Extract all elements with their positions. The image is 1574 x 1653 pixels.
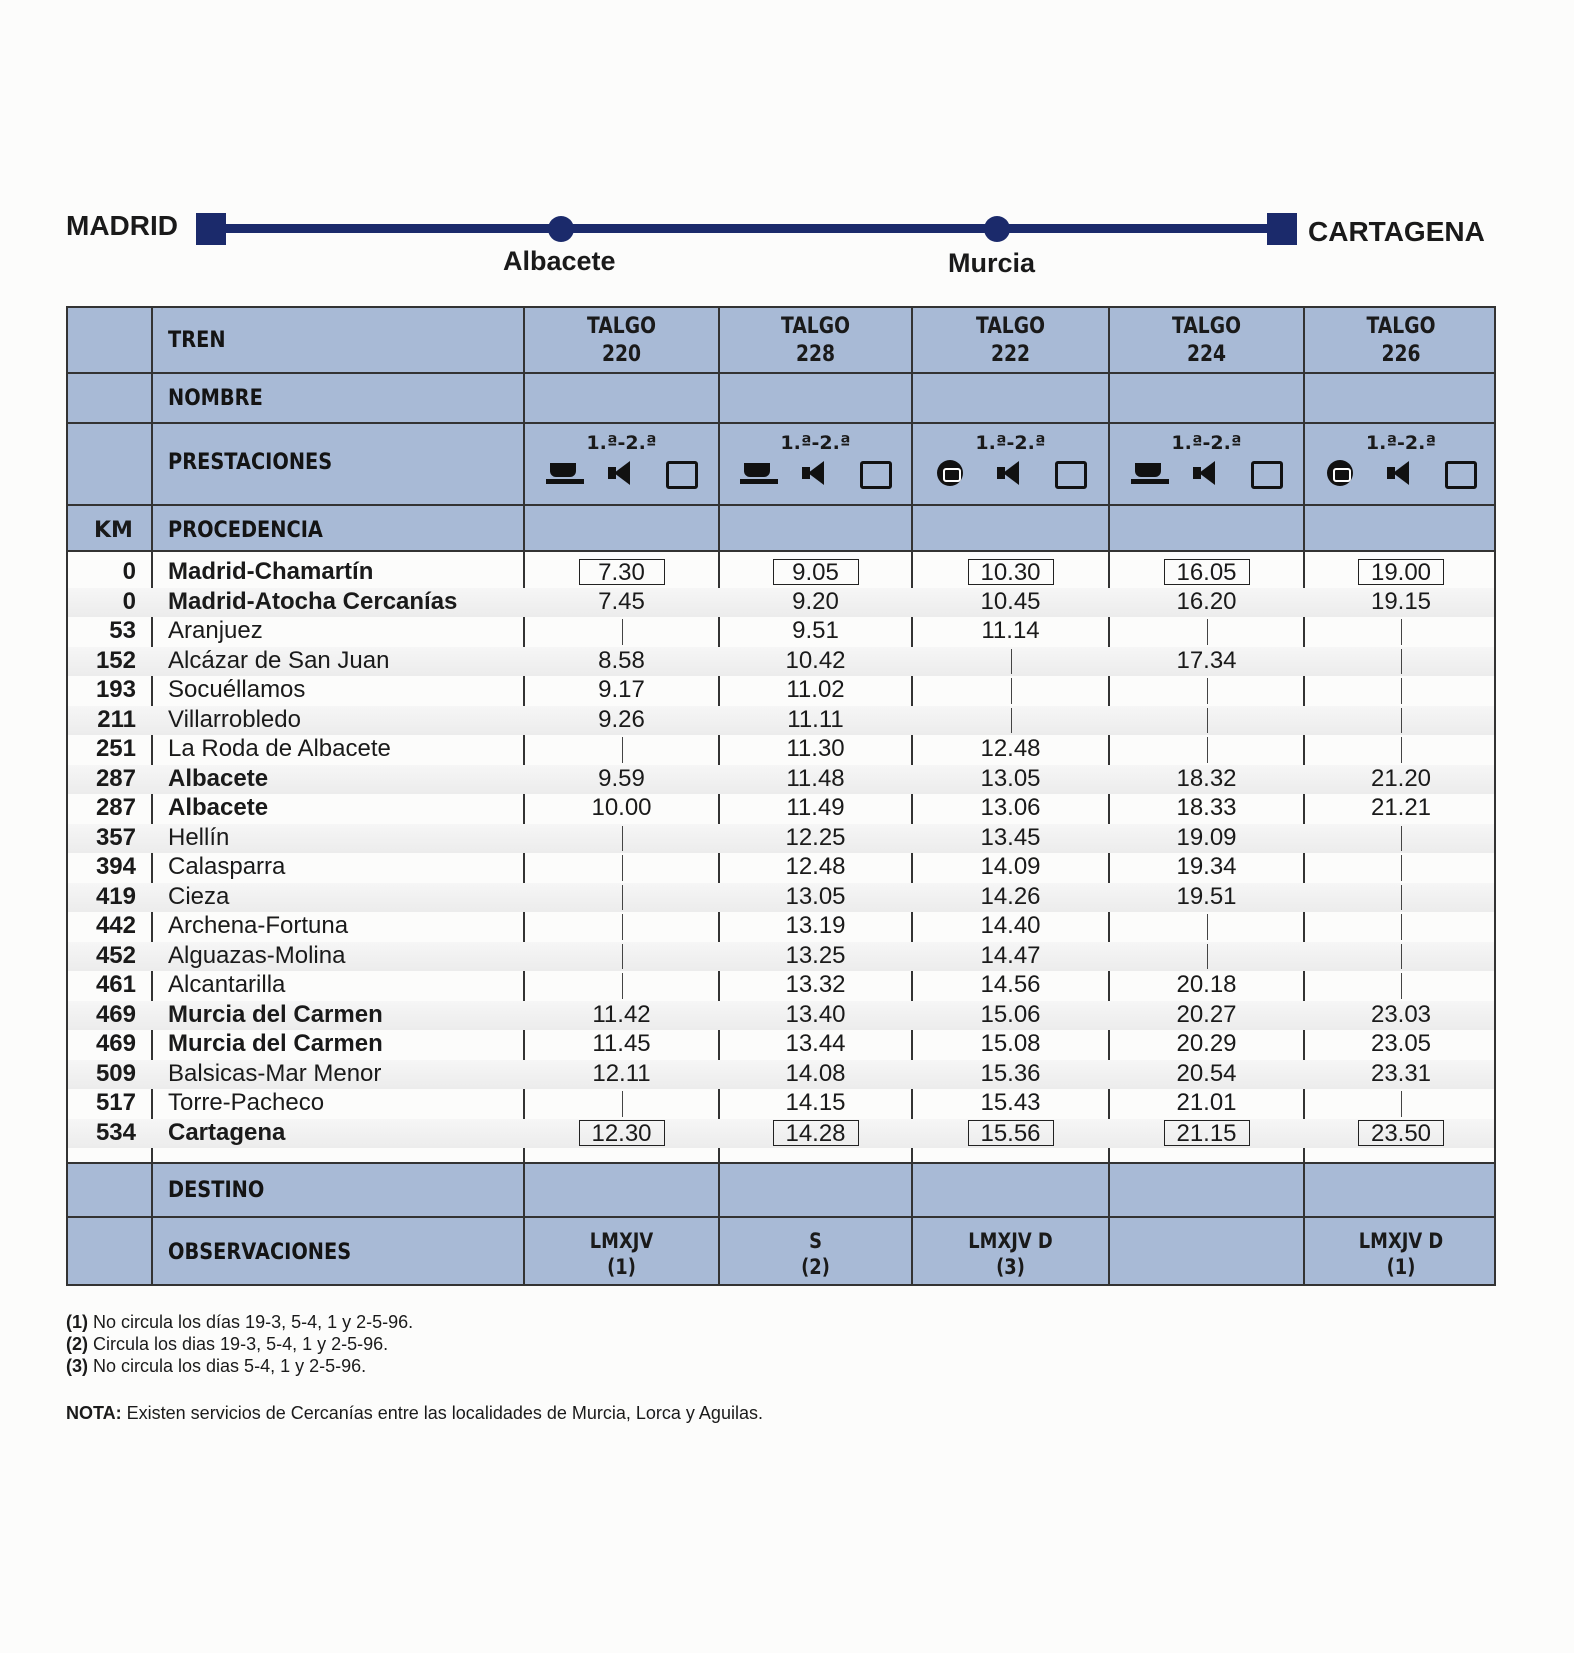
header-row-nombre (68, 374, 1494, 424)
departure-time: 20.54 (1176, 1059, 1237, 1087)
departure-time: 10.00 (591, 794, 652, 821)
pass-through-line (1401, 914, 1402, 940)
pass-through-line (1207, 914, 1208, 940)
pass-through-line (622, 973, 623, 999)
departure-time: 12.48 (785, 853, 846, 880)
video-icon (1051, 460, 1087, 486)
station-name: Villarrobledo (168, 705, 301, 733)
station-row (68, 942, 1494, 972)
departure-time: 14.26 (980, 882, 1041, 910)
departure-time: 9.26 (598, 705, 645, 733)
station-row (68, 824, 1494, 854)
station-km: 469 (95, 1000, 136, 1028)
destination-terminal-marker (1267, 213, 1297, 245)
departure-time: 19.34 (1176, 853, 1237, 880)
video-icon (1441, 460, 1477, 486)
train-class: 1.ª-2.ª (1171, 432, 1242, 454)
departure-time: 11.49 (786, 794, 845, 821)
video-icon (856, 460, 892, 486)
audio-icon (1189, 460, 1225, 486)
station-name: Cartagena (168, 1118, 286, 1146)
departure-time: 11.02 (786, 676, 845, 703)
pass-through-line (1401, 855, 1402, 881)
train-type: TALGO (587, 314, 656, 339)
station-km: 152 (95, 646, 136, 674)
footnote-2-text: Circula los dias 19-3, 5-4, 1 y 2-5-96. (88, 1334, 389, 1354)
pass-through-line (1401, 619, 1402, 645)
departure-time: 16.20 (1176, 587, 1237, 615)
station-km: 0 (122, 558, 136, 585)
video-icon (1247, 460, 1283, 486)
train-number: 222 (990, 342, 1031, 367)
obs-days: S (809, 1229, 822, 1253)
station-km: 357 (95, 823, 136, 851)
departure-time: 14.56 (980, 971, 1041, 998)
departure-time: 10.42 (785, 646, 846, 674)
departure-time: 19.15 (1370, 587, 1432, 615)
departure-time: 14.15 (785, 1089, 846, 1116)
station-km: 442 (95, 912, 136, 939)
station-name: Cieza (168, 882, 230, 910)
departure-time: 11.42 (592, 1000, 651, 1028)
departure-time: 14.40 (980, 912, 1041, 939)
footnote-3-mark: (3) (66, 1356, 88, 1376)
train-type: TALGO (781, 314, 850, 339)
station-row (68, 1060, 1494, 1090)
station-row (68, 1030, 1494, 1060)
pass-through-line (1011, 708, 1012, 734)
departure-time: 11.14 (981, 617, 1040, 644)
pass-through-line (1401, 885, 1402, 911)
station-km: 509 (95, 1059, 136, 1087)
station-km: 193 (95, 676, 136, 703)
station-km: 469 (95, 1030, 136, 1057)
stop-marker-murcia (984, 216, 1010, 242)
audio-icon (993, 460, 1029, 486)
pass-through-line (1401, 708, 1402, 734)
departure-time: 15.43 (980, 1089, 1041, 1116)
station-row (68, 647, 1494, 677)
train-header (733, 313, 897, 369)
station-km: 517 (95, 1089, 136, 1116)
departure-time: 16.05 (1164, 559, 1250, 585)
audio-icon (1383, 460, 1419, 486)
departure-time: 13.05 (980, 764, 1041, 792)
cafeteria-icon (546, 460, 582, 486)
obs-days: LMXJV (589, 1229, 654, 1253)
departure-time: 13.44 (785, 1030, 846, 1057)
footnote-3-text: No circula los dias 5-4, 1 y 2-5-96. (88, 1356, 367, 1376)
pass-through-line (1401, 737, 1402, 763)
departure-time: 9.17 (598, 676, 645, 703)
departure-time: 23.03 (1370, 1000, 1432, 1028)
departure-time: 19.09 (1176, 823, 1237, 851)
train-observaciones (927, 1228, 1094, 1280)
pass-through-line (1401, 944, 1402, 970)
station-row (68, 735, 1494, 765)
station-row (68, 706, 1494, 736)
pass-through-line (1401, 649, 1402, 675)
audio-icon (798, 460, 834, 486)
station-km: 251 (95, 735, 136, 762)
departure-time: 19.00 (1358, 559, 1444, 585)
pass-through-line (622, 619, 623, 645)
station-row (68, 883, 1494, 913)
departure-time: 12.30 (579, 1120, 665, 1146)
label-tren: TREN (168, 328, 226, 353)
train-header (927, 313, 1094, 369)
departure-time: 11.45 (592, 1030, 651, 1057)
departure-time: 13.05 (785, 882, 846, 910)
obs-note: (1) (607, 1255, 636, 1279)
train-observaciones (1319, 1228, 1484, 1280)
train-type: TALGO (1172, 314, 1241, 339)
station-row (68, 588, 1494, 618)
train-header (1124, 313, 1290, 369)
departure-time: 13.19 (785, 912, 846, 939)
departure-time: 20.29 (1176, 1030, 1237, 1057)
station-name: Torre-Pacheco (168, 1089, 325, 1116)
label-nombre: NOMBRE (168, 386, 263, 411)
departure-time: 23.50 (1358, 1120, 1444, 1146)
station-row (68, 794, 1494, 824)
departure-time: 13.06 (980, 794, 1041, 821)
footnote-1-text: No circula los días 19-3, 5-4, 1 y 2-5-96. (88, 1312, 414, 1332)
footnotes (66, 1311, 413, 1377)
pass-through-line (1401, 678, 1402, 704)
departure-time: 13.32 (785, 971, 846, 998)
station-row (68, 1089, 1494, 1119)
nota (66, 1403, 763, 1424)
label-destino: DESTINO (168, 1178, 265, 1203)
train-observaciones (539, 1228, 705, 1280)
departure-time: 15.06 (980, 1000, 1041, 1028)
train-observaciones (733, 1228, 897, 1280)
departure-time: 21.15 (1164, 1120, 1250, 1146)
station-km: 211 (97, 705, 136, 733)
departure-time: 9.59 (598, 764, 645, 792)
pass-through-line (1401, 826, 1402, 852)
station-name: Balsicas-Mar Menor (168, 1059, 382, 1087)
station-name: Calasparra (168, 853, 286, 880)
station-name: Albacete (168, 764, 269, 792)
train-class: 1.ª-2.ª (975, 432, 1046, 454)
departure-time: 8.58 (598, 646, 645, 674)
footnote-2 (66, 1333, 413, 1355)
video-icon (662, 460, 698, 486)
departure-time: 13.45 (980, 823, 1041, 851)
train-number: 226 (1381, 342, 1421, 367)
train-number: 224 (1186, 342, 1227, 367)
pass-through-line (622, 737, 623, 763)
train-class: 1.ª-2.ª (780, 432, 851, 454)
departure-time: 15.56 (968, 1120, 1054, 1146)
cafeteria-icon (1131, 460, 1167, 486)
station-name: Aranjuez (168, 617, 263, 644)
station-km: 0 (122, 587, 136, 615)
departure-time: 20.18 (1176, 971, 1237, 998)
station-km: 287 (95, 794, 136, 821)
station-name: Murcia del Carmen (168, 1000, 383, 1028)
route-origin: MADRID (66, 210, 178, 241)
departure-time: 21.21 (1370, 794, 1432, 821)
station-name: Alguazas-Molina (168, 941, 346, 969)
pass-through-line (622, 914, 623, 940)
route-stop-murcia: Murcia (948, 248, 1036, 278)
pass-through-line (622, 855, 623, 881)
obs-days: LMXJV D (968, 1229, 1053, 1253)
departure-time: 13.40 (785, 1000, 846, 1028)
departure-time: 14.08 (785, 1059, 846, 1087)
departure-time: 11.11 (787, 705, 844, 733)
pass-through-line (622, 1091, 623, 1117)
station-name: Alcázar de San Juan (168, 646, 390, 674)
train-services (912, 432, 1109, 486)
pass-through-line (622, 826, 623, 852)
station-row (68, 558, 1494, 588)
departure-time: 12.11 (592, 1059, 651, 1087)
departure-time: 20.27 (1176, 1000, 1237, 1028)
station-name: Archena-Fortuna (168, 912, 349, 939)
train-services (1109, 432, 1304, 486)
label-observaciones: OBSERVACIONES (168, 1240, 352, 1265)
route-diagram (0, 200, 1574, 290)
footnote-1 (66, 1311, 413, 1333)
station-row (68, 853, 1494, 883)
train-header (1319, 313, 1484, 369)
station-name: Murcia del Carmen (168, 1030, 383, 1057)
train-class: 1.ª-2.ª (586, 432, 657, 454)
station-km: 452 (95, 941, 136, 969)
train-type: TALGO (976, 314, 1045, 339)
nota-text: Existen servicios de Cercanías entre las localidades de Murcia, Lorca y Aguilas. (121, 1403, 763, 1423)
footnote-1-mark: (1) (66, 1312, 88, 1332)
departure-time: 10.30 (968, 559, 1054, 585)
pass-through-line (1207, 708, 1208, 734)
cafeteria-icon (740, 460, 776, 486)
obs-note: (3) (996, 1255, 1025, 1279)
footer-row-destino (68, 1162, 1494, 1218)
departure-time: 11.30 (786, 735, 845, 762)
obs-note: (1) (1386, 1255, 1416, 1279)
departure-time: 18.33 (1176, 794, 1237, 821)
stop-marker-albacete (548, 216, 574, 242)
train-header (539, 313, 705, 369)
departure-time: 21.01 (1176, 1089, 1237, 1116)
departure-time: 7.45 (598, 587, 645, 615)
pass-through-line (1207, 619, 1208, 645)
obs-note: (2) (801, 1255, 830, 1279)
timetable (66, 306, 1496, 1286)
departure-time: 12.48 (980, 735, 1041, 762)
pass-through-line (622, 944, 623, 970)
departure-time: 23.31 (1370, 1059, 1432, 1087)
station-km: 394 (95, 853, 136, 880)
departure-time: 12.25 (785, 823, 846, 851)
pass-through-line (1401, 973, 1402, 999)
footnote-2-mark: (2) (66, 1334, 88, 1354)
station-name: Madrid-Chamartín (168, 558, 374, 585)
restaurant-icon (935, 460, 971, 486)
obs-days: LMXJV D (1358, 1229, 1444, 1253)
station-name: Hellín (168, 823, 230, 851)
departure-time: 9.20 (792, 587, 839, 615)
station-name: Socuéllamos (168, 676, 306, 703)
station-row (68, 1119, 1494, 1149)
departure-time: 14.28 (773, 1120, 859, 1146)
departure-time: 13.25 (785, 941, 846, 969)
station-name: Madrid-Atocha Cercanías (168, 587, 458, 615)
train-class: 1.ª-2.ª (1365, 432, 1437, 454)
station-row (68, 912, 1494, 942)
departure-time: 9.05 (773, 559, 859, 585)
departure-time: 19.51 (1176, 882, 1237, 910)
station-name: Albacete (168, 794, 269, 821)
station-km: 53 (109, 617, 136, 644)
station-row (68, 617, 1494, 647)
station-row (68, 971, 1494, 1001)
label-km: KM (94, 518, 133, 543)
departure-time: 7.30 (579, 559, 665, 585)
station-name: La Roda de Albacete (168, 735, 391, 762)
audio-icon (604, 460, 640, 486)
departure-time: 17.34 (1176, 646, 1237, 674)
departure-time: 21.20 (1370, 764, 1432, 792)
departure-time: 18.32 (1176, 764, 1237, 792)
station-km: 534 (95, 1118, 136, 1146)
station-row (68, 1001, 1494, 1031)
train-number: 228 (795, 342, 836, 367)
station-row (68, 765, 1494, 795)
station-name: Alcantarilla (168, 971, 286, 998)
station-km: 461 (95, 971, 136, 998)
pass-through-line (1011, 678, 1012, 704)
train-type: TALGO (1366, 314, 1436, 339)
nota-label: NOTA: (66, 1403, 122, 1423)
departure-time: 14.09 (980, 853, 1041, 880)
station-km: 419 (95, 882, 136, 910)
station-km: 287 (95, 764, 136, 792)
pass-through-line (1011, 649, 1012, 675)
route-destination: CARTAGENA (1308, 216, 1485, 247)
departure-time: 15.36 (980, 1059, 1041, 1087)
departure-time: 9.51 (792, 617, 839, 644)
train-services (1304, 432, 1498, 486)
pass-through-line (622, 885, 623, 911)
label-prestaciones: PRESTACIONES (168, 450, 333, 475)
label-procedencia: PROCEDENCIA (168, 518, 323, 543)
departure-time: 15.08 (980, 1030, 1041, 1057)
pass-through-line (1207, 944, 1208, 970)
pass-through-line (1401, 1091, 1402, 1117)
departure-time: 10.45 (980, 587, 1041, 615)
pass-through-line (1207, 737, 1208, 763)
restaurant-icon (1325, 460, 1361, 486)
departure-time: 11.48 (786, 764, 845, 792)
footnote-3 (66, 1355, 413, 1377)
train-services (719, 432, 912, 486)
departure-time: 23.05 (1370, 1030, 1432, 1057)
departure-time: 14.47 (980, 941, 1041, 969)
route-stop-albacete: Albacete (503, 246, 616, 276)
route-line (210, 224, 1285, 233)
train-services (524, 432, 719, 486)
station-row (68, 676, 1494, 706)
pass-through-line (1207, 678, 1208, 704)
train-number: 220 (601, 342, 642, 367)
